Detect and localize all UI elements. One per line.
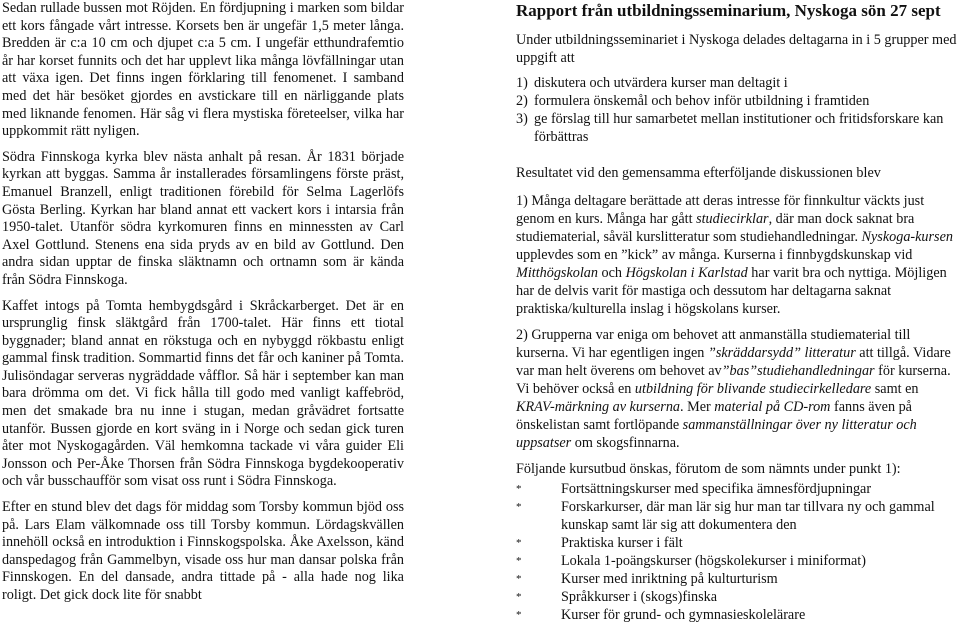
- asterisk-bullet-icon: *: [516, 609, 522, 621]
- list-item: * Lokala 1-poängskurser (högskolekurser i miniformat): [516, 553, 866, 569]
- task-list: [516, 74, 958, 146]
- task-item: 3) ge förslag till hur samarbetet mellan institutioner och fritidsforskare kan förbättras: [516, 111, 944, 145]
- list-item: * Forskarkurser, där man lär sig hur man tar tillvara ny och gammal kunskap samt lär sig att dokumentera den: [516, 499, 935, 533]
- paragraph-bus-trip: Sedan rullade bussen mot Röjden. En fördjupning i marken som bildar ett kors fångade vårt intresse. Korsets ben är ungefär 1,5 meter långa. Bredden är c:a 10 cm och djupet c:a 5 cm. I ungefär etthundrafemtio år har korset funnits och det har upplevt lika många lövfällningar utan att växa igen. Det finns ingen förklaring till fenomenet. I samband med det här besöket gjordes en avstickare till en närliggande plats med liknande fenomen. Här såg vi flera mystiska företeelser, vilka har uppkommit rätt nyligen.: [2, 0, 404, 140]
- list-item: * Kurser för grund- och gymnasieskolelärare: [516, 607, 806, 623]
- paragraph-coffee: Kaffet intogs på Tomta hembygdsgård i Skråckarberget. Det är en ursprunglig finsk släktgård från 1700-talet. Här finns ett tiotal byggnader; bland annat en rökstuga och en nybyggd rökbastu enligt gammal finsk tradition. Sommartid finns det får och kaniner på Tomta. Julisöndagar serveras nygräddade våfflor. Så här i september kan man bara drömma om det. Vi fick hålla till godo med vanligt kaffebröd, men det smakade bra nu inne i stugan, medan gråvädret fortsatte utanför. Bussen gjorde en kort sväng in i Norge och sedan gick turen åter mot Nyskogagården. Väl hemkomna tackade vi våra guider Eli Jonsson och Per-Åke Thorsen från Södra Finnskoga bygdekooperativ och vår busschaufför som visat oss runt i Södra Finnskoga.: [2, 297, 404, 490]
- list-item: * Fortsättningskurser med specifika ämnesfördjupningar: [516, 481, 872, 497]
- list-item: * Praktiska kurser i fält: [516, 535, 683, 551]
- report-intro: Under utbildningsseminariet i Nyskoga delades deltagarna in i 5 grupper med uppgift att: [516, 32, 957, 66]
- asterisk-bullet-icon: *: [516, 591, 522, 603]
- paragraph-church: Södra Finnskoga kyrka blev nästa anhalt på resan. År 1831 började kyrkan att byggas. Samma år installerades församlingens förste präst, Emanuel Branzell, enligt traditionen förebild för Selma Lagerlöfs Gösta Berling. Kyrkan har bland annat ett vackert kors i intarsia från 1950-talet. Utanför södra kyrkomuren finns en minnessten av Carl Axel Gottlund. Stenens ena sida pryds av en bild av Gottlund. Den andra sidan upptar de finska släktnamn och ortnamn som är kända från Södra Finnskoga.: [2, 148, 404, 288]
- task-item: 2) formulera önskemål och behov inför utbildning i framtiden: [516, 93, 870, 109]
- report-title: Rapport från utbildningsseminarium, Nyskoga sön 27 sept: [516, 1, 941, 20]
- paragraph-dinner: Efter en stund blev det dags för middag som Torsby kommun bjöd oss på. Lars Elam välkomnade oss till Torsby kommun. Lördagskvällen innehöll också en introduktion i Finnskogspolska. Åke Axelsson, känd danspedagog från Gammelbyn, visade oss hur man dansar polska från Finnskogen. En del dansade, andra tittade på - alla hade nog lika roligt. Det gick dock lite för snabbt: [2, 499, 404, 603]
- result-point-2: 2) Grupperna var eniga om behovet att anmanställa studiematerial till kurserna. Vi har egentligen ingen ”skräddarsydd” litteratur att tillgå. Vidare var man helt överens om behovet av”bas”studiehandledningar för kurserna. Vi behöver också en utbildning för blivande studiecirkelledare samt en KRAV-märkning av kurserna. Mer material på CD-rom fanns även på önskelistan samt fortlöpande sammanställningar över ny litteratur och uppsatser om skogsfinnarna.: [516, 327, 951, 451]
- asterisk-bullet-icon: *: [516, 537, 522, 549]
- asterisk-bullet-icon: *: [516, 573, 522, 585]
- task-item: 1) diskutera och utvärdera kurser man deltagit i: [516, 75, 788, 91]
- course-list: [516, 480, 958, 624]
- list-item: * Språkkurser i (skogs)finska: [516, 589, 718, 605]
- list-item: * Kurser med inriktning på kulturturism: [516, 571, 778, 587]
- result-intro: Resultatet vid den gemensamma efterföljande diskussionen blev: [516, 165, 881, 181]
- right-column: [516, 0, 958, 624]
- left-column: [2, 0, 404, 605]
- asterisk-bullet-icon: *: [516, 501, 522, 513]
- courses-intro: Följande kursutbud önskas, förutom de som nämnts under punkt 1):: [516, 461, 901, 477]
- asterisk-bullet-icon: *: [516, 483, 522, 495]
- asterisk-bullet-icon: *: [516, 555, 522, 567]
- result-point-1: 1) Många deltagare berättade att deras intresse för finnkultur väckts just genom en kurs. Många har gått studiecirklar, där man dock saknat bra studiematerial, såväl kurslitteratur som studiehandledningar. Nyskoga-kursen upplevdes som en ”kick” av många. Kurserna i finnbygdskunskap vid Mitthögskolan och Högskolan i Karlstad har varit bra och nyttiga. Möjligen har de delvis varit för mastiga och dessutom har deltagarna saknat praktiska/kulturella inslag i högskolans kurser.: [516, 193, 953, 317]
